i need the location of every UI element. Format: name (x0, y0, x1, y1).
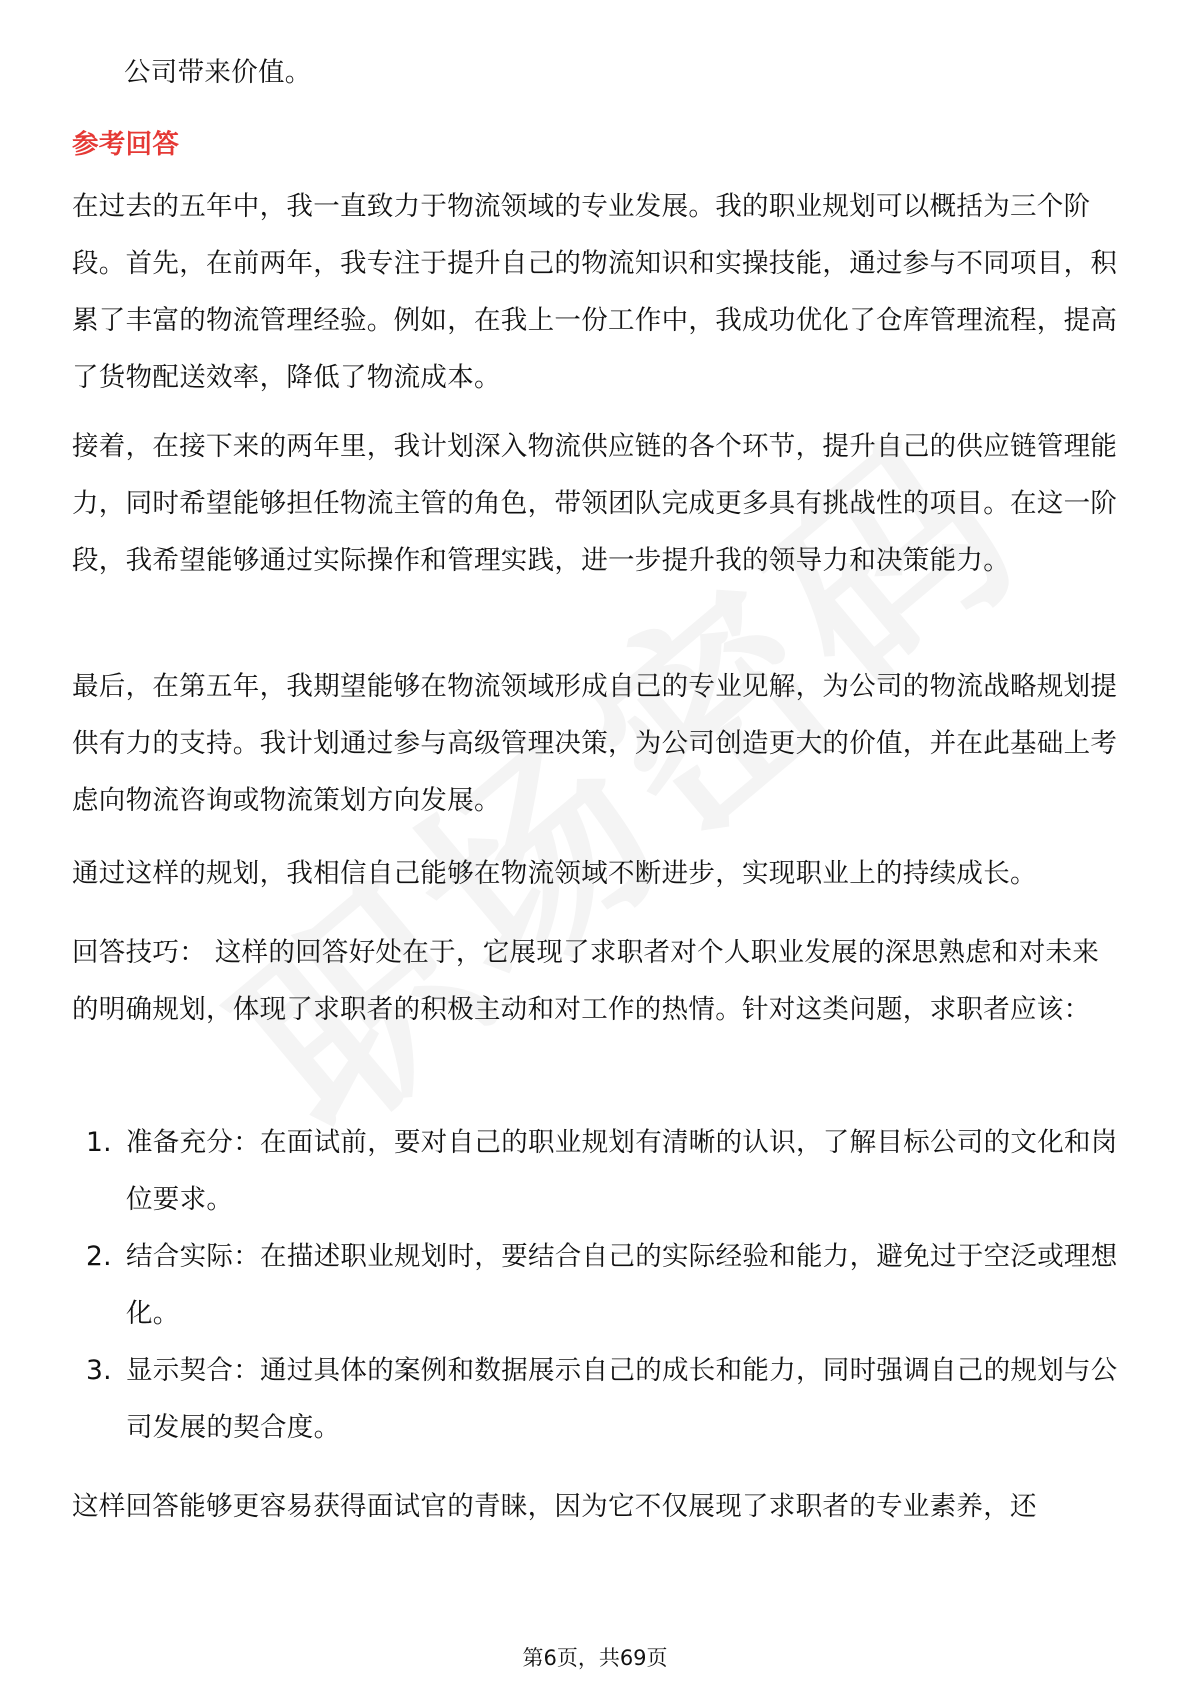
paragraph-4: 通过这样的规划，我相信自己能够在物流领域不断进步，实现职业上的持续成长。 (72, 858, 1037, 889)
page-footer: 第6页，共69页 (522, 1646, 668, 1670)
list-text: 结合实际：在描述职业规划时，要结合自己的实际经验和能力，避免过于空泛或理想化。 (126, 1241, 1118, 1329)
paragraph-3: 最后，在第五年，我期望能够在物流领域形成自己的专业见解，为公司的物流战略规划提供有力的支持。我计划通过参与高级管理决策，为公司创造更大的价值，并在此基础上考虑向物流咨询或物流策划方向发展。 (72, 671, 1118, 816)
list-number: 3. (86, 1355, 112, 1386)
continuation-text: 公司带来价值。 (124, 57, 312, 88)
list-text: 准备充分：在面试前，要对自己的职业规划有清晰的认识，了解目标公司的文化和岗位要求。 (126, 1127, 1118, 1215)
paragraph-1: 在过去的五年中，我一直致力于物流领域的专业发展。我的职业规划可以概括为三个阶段。首先，在前两年，我专注于提升自己的物流知识和实操技能，通过参与不同项目，积累了丰富的物流管理经验。例如，在我上一份工作中，我成功优化了仓库管理流程，提高了货物配送效率，降低了物流成本。 (72, 191, 1118, 393)
list-number: 1. (86, 1127, 112, 1158)
list-number: 2. (86, 1241, 112, 1272)
closing-paragraph: 这样回答能够更容易获得面试官的青睐，因为它不仅展现了求职者的专业素养，还 (72, 1491, 1037, 1522)
section-heading: 参考回答 (72, 129, 180, 160)
list-text: 显示契合：通过具体的案例和数据展示自己的成长和能力，同时强调自己的规划与公司发展的契合度。 (126, 1355, 1118, 1443)
paragraph-2: 接着，在接下来的两年里，我计划深入物流供应链的各个环节，提升自己的供应链管理能力，同时希望能够担任物流主管的角色，带领团队完成更多具有挑战性的项目。在这一阶段，我希望能够通过实际操作和管理实践，进一步提升我的领导力和决策能力。 (72, 431, 1118, 576)
paragraph-tips: 回答技巧： 这样的回答好处在于，它展现了求职者对个人职业发展的深思熟虑和对未来的明确规划，体现了求职者的积极主动和对工作的热情。针对这类问题，求职者应该： (72, 937, 1100, 1025)
